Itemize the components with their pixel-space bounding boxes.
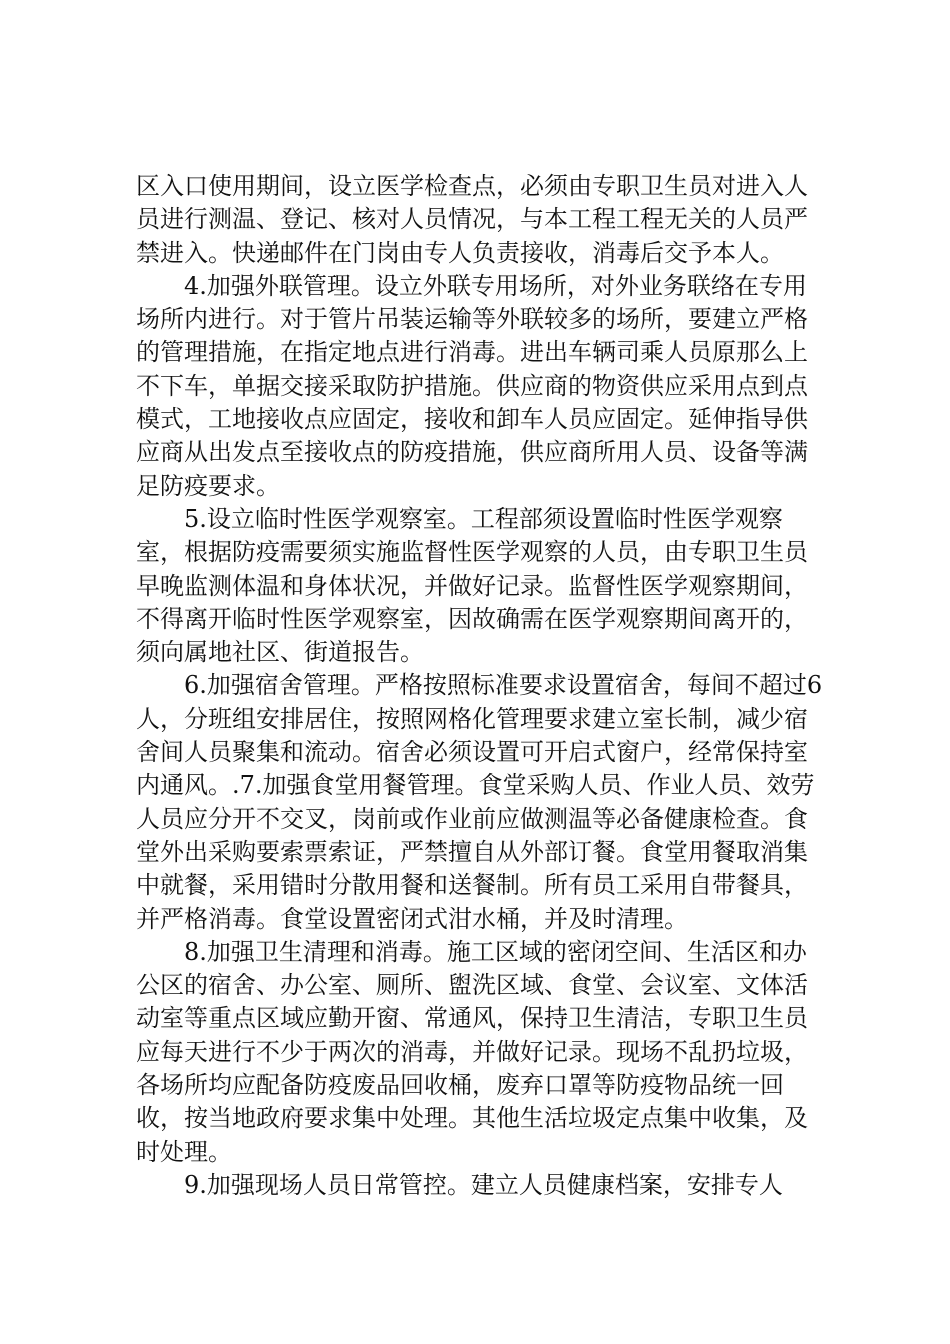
paragraph-external-liaison: 4.加强外联管理。设立外联专用场所，对外业务联络在专用场所内进行。对于管片吊装运输等外联较多的场所，要建立严格的管理措施，在指定地点进行消毒。进出车辆司乘人员原那么上不下车，单据交接采取防护措施。供应商的物资供应采用点到点模式，工地接收点应固定，接收和卸车人员应固定。延伸指导供应商从出发点至接收点的防疫措施，供应商所用人员、设备等满足防疫要求。 (136, 271, 808, 500)
paragraph-dormitory-canteen: 6.加强宿舍管理。严格按照标准要求设置宿舍，每间不超过6人，分班组安排居住，按照网格化管理要求建立室长制，减少宿舍间人员聚集和流动。宿舍必须设置可开启式窗户，经常保持室内通风。.7.加强食堂用餐管理。食堂采购人员、作业人员、效劳人员应分开不交叉，岗前或作业前应做测温等必备健康检查。食堂外出采购要索票索证，严禁擅自从外部订餐。食堂用餐取消集中就餐，采用错时分散用餐和送餐制。所有员工采用自带餐具，并严格消毒。食堂设置密闭式泔水桶，并及时清理。 (136, 671, 823, 933)
document-body (136, 170, 826, 1202)
paragraph-daily-personnel-control: 9.加强现场人员日常管控。建立人员健康档案，安排专人 (184, 1170, 783, 1199)
paragraph-medical-observation-room: 5.设立临时性医学观察室。工程部须设置临时性医学观察室，根据防疫需要须实施监督性医学观察的人员，由专职卫生员早晚监测体温和身体状况，并做好记录。监督性医学观察期间，不得离开临时性医学观察室，因故确需在医学观察期间离开的，须向属地社区、街道报告。 (136, 504, 808, 667)
paragraph-sanitation-disinfection: 8.加强卫生清理和消毒。施工区域的密闭空间、生活区和办公区的宿舍、办公室、厕所、盥洗区域、食堂、会议室、文体活动室等重点区域应勤开窗、常通风，保持卫生清洁，专职卫生员应每天进行不少于两次的消毒，并做好记录。现场不乱扔垃圾，各场所均应配备防疫废品回收桶，废弃口罩等防疫物品统一回收，按当地政府要求集中处理。其他生活垃圾定点集中收集，及时处理。 (136, 937, 808, 1166)
paragraph-entrance-control: 区入口使用期间，设立医学检查点，必须由专职卫生员对进入人员进行测温、登记、核对人员情况，与本工程工程无关的人员严禁进入。快递邮件在门岗由专人负责接收，消毒后交予本人。 (136, 172, 808, 267)
